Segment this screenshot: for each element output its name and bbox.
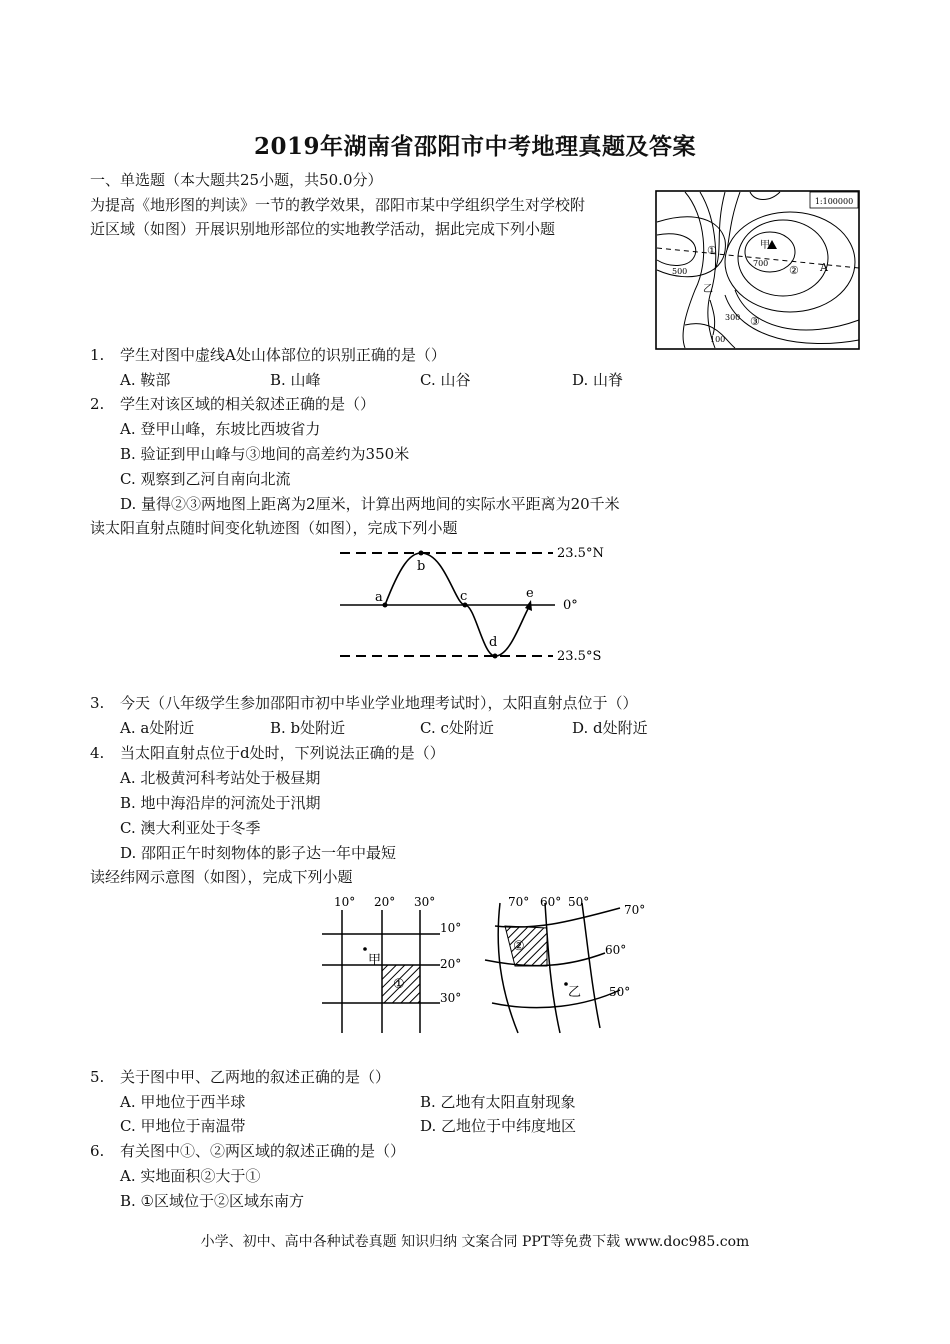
question-number: 6. [90, 1142, 105, 1160]
right-grid [485, 895, 645, 1033]
grid-label-jia: 甲 [368, 953, 382, 968]
lon-label: 60° [540, 895, 562, 909]
question-number: 3. [90, 694, 105, 712]
map-height-100: 100 [710, 335, 726, 344]
q2-option-c: C. 观察到乙河自南向北流 [120, 470, 291, 488]
q2-option-b: B. 验证到甲山峰与③地间的高差约为350米 [120, 445, 410, 463]
q3-option-b: B. b处附近 [270, 719, 346, 737]
question-number: 1. [90, 346, 105, 364]
map-label-A: A [820, 261, 828, 274]
question-number: 5. [90, 1068, 105, 1086]
lat-equator-label: 0° [563, 598, 578, 613]
map-height-700: 700 [753, 259, 769, 268]
intro-sun-path: 读太阳直射点随时间变化轨迹图（如图），完成下列小题 [90, 519, 458, 537]
intro-line-2: 近区域（如图）开展识别地形部位的实地教学活动，据此完成下列小题 [90, 220, 556, 238]
graticule-diagram [320, 888, 646, 1040]
grid-label-yi: 乙 [568, 985, 582, 1000]
q3-option-c: C. c处附近 [420, 719, 494, 737]
lat-label: 70° [624, 903, 646, 917]
lon-label: 50° [568, 895, 590, 909]
map-label-circle1: ① [707, 244, 717, 257]
lat-label: 50° [609, 985, 631, 999]
q2-option-d: D. 量得②③两地图上距离为2厘米，计算出两地间的实际水平距离为20千米 [120, 495, 620, 513]
q4-option-d: D. 邵阳正午时刻物体的影子达一年中最短 [120, 844, 397, 862]
left-grid [322, 895, 461, 1033]
q1-option-d: D. 山脊 [572, 371, 624, 389]
sun-path-diagram [335, 538, 625, 668]
map-height-500: 500 [672, 267, 688, 276]
q2-option-a: A. 登甲山峰，东坡比西坡省力 [120, 420, 321, 438]
point-d-label: d [489, 635, 498, 650]
lon-label: 20° [374, 895, 396, 909]
lon-label: 70° [508, 895, 530, 909]
grid-label-circle2: ② [513, 939, 525, 954]
contour-map [655, 190, 860, 350]
q5-option-d: D. 乙地位于中纬度地区 [420, 1117, 577, 1135]
question-number: 2. [90, 395, 105, 413]
map-height-300: 300 [725, 313, 741, 322]
map-label-circle2: ② [789, 264, 799, 277]
q1-option-b: B. 山峰 [270, 371, 321, 389]
lat-label: 20° [440, 957, 462, 971]
page-title: 2019年湖南省邵阳市中考地理真题及答案 [253, 133, 696, 160]
q6-option-b: B. ①区域位于②区域东南方 [120, 1192, 305, 1210]
section-header: 一、单选题（本大题共25小题，共50.0分） [90, 171, 383, 189]
point-c-label: c [460, 589, 468, 604]
lat-label: 30° [440, 991, 462, 1005]
q1-option-a: A. 鞍部 [120, 371, 171, 389]
q4-option-c: C. 澳大利亚处于冬季 [120, 819, 261, 837]
map-scale: 1:100000 [814, 197, 854, 206]
grid-label-circle1: ① [393, 977, 405, 992]
q4-option-b: B. 地中海沿岸的河流处于汛期 [120, 794, 321, 812]
q5-option-a: A. 甲地位于西半球 [120, 1093, 246, 1111]
q1-option-c: C. 山谷 [420, 371, 471, 389]
lat-label: 10° [440, 921, 462, 935]
question-text: 学生对该区域的相关叙述正确的是（） [120, 395, 376, 413]
lon-label: 30° [414, 895, 436, 909]
point-e-label: e [526, 586, 534, 601]
page-footer: 小学、初中、高中各种试卷真题 知识归纳 文案合同 PPT等免费下载 www.doc985.com [200, 1234, 750, 1250]
q5-option-b: B. 乙地有太阳直射现象 [420, 1093, 576, 1111]
q4-option-a: A. 北极黄河科考站处于极昼期 [120, 769, 321, 787]
question-text: 学生对图中虚线A处山体部位的识别正确的是（） [120, 346, 446, 364]
intro-grid-map: 读经纬网示意图（如图），完成下列小题 [90, 868, 353, 886]
q5-option-c: C. 甲地位于南温带 [120, 1117, 246, 1135]
map-label-jia: 甲 [760, 240, 770, 251]
question-text: 当太阳直射点位于d处时，下列说法正确的是（） [120, 744, 445, 762]
lat-23s-label: 23.5°S [557, 649, 602, 664]
intro-line-1: 为提高《地形图的判读》一节的教学效果，邵阳市某中学组织学生对学校附 [90, 196, 586, 214]
q3-option-d: D. d处附近 [572, 719, 648, 737]
map-label-yi: 乙 [703, 284, 713, 295]
question-text: 有关图中①、②两区域的叙述正确的是（） [120, 1142, 406, 1160]
q3-option-a: A. a处附近 [120, 719, 195, 737]
lat-label: 60° [605, 943, 627, 957]
lat-23n-label: 23.5°N [557, 546, 604, 561]
q6-option-a: A. 实地面积②大于① [120, 1167, 261, 1185]
point-b-label: b [417, 559, 426, 574]
lon-label: 10° [334, 895, 356, 909]
question-text: 关于图中甲、乙两地的叙述正确的是（） [120, 1068, 391, 1086]
question-number: 4. [90, 744, 105, 762]
map-label-circle3: ③ [750, 315, 760, 328]
question-text: 今天（八年级学生参加邵阳市初中毕业学业地理考试时），太阳直射点位于（） [120, 694, 638, 712]
point-a-label: a [375, 590, 383, 605]
